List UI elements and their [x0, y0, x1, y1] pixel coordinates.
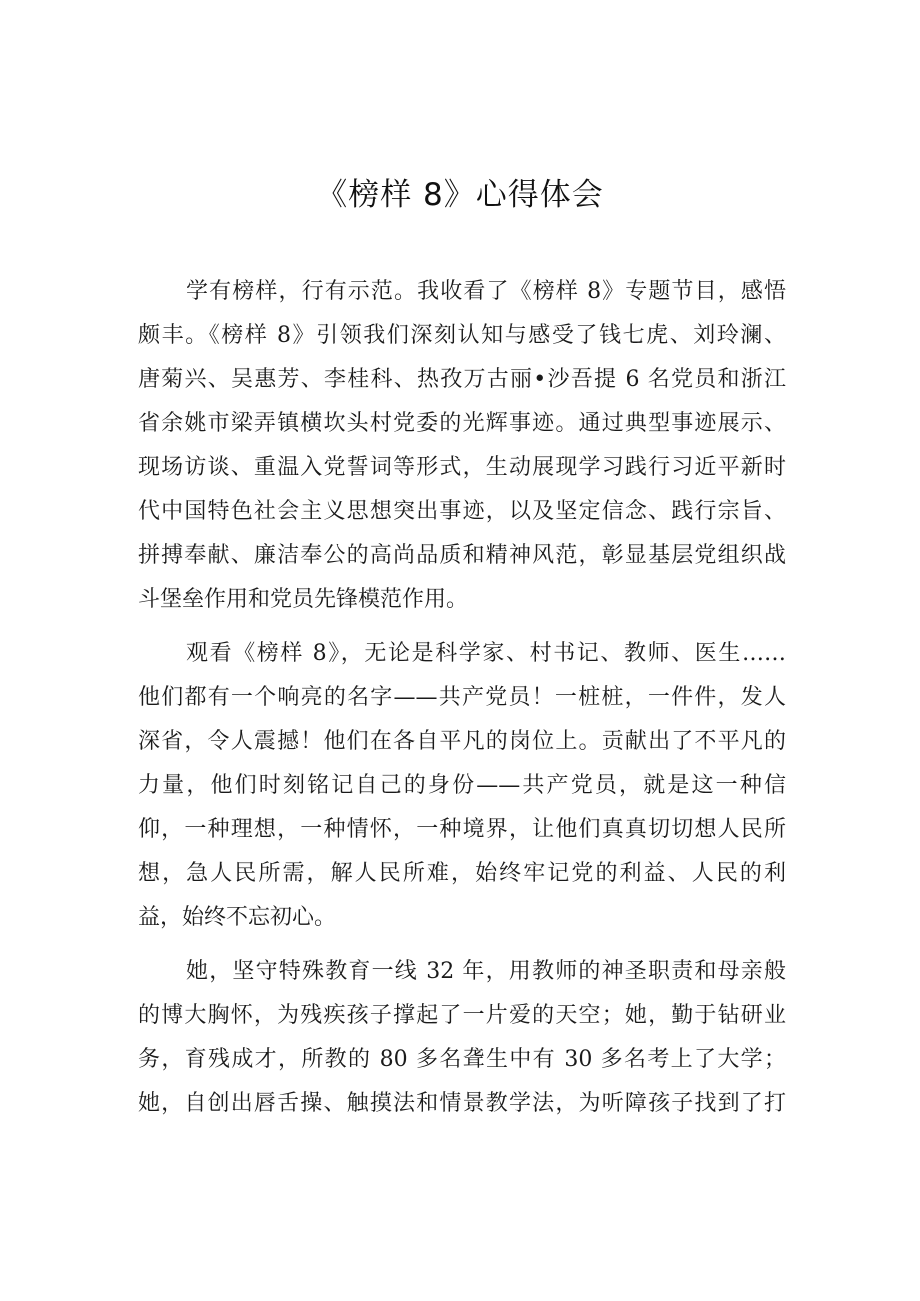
paragraph-line: 拼搏奉献、廉洁奉公的高尚品质和精神风范，彰显基层党组织战 [138, 543, 786, 568]
paragraph-2 [138, 632, 786, 940]
paragraph-line: 她，自创出唇舌操、触摸法和情景教学法，为听障孩子找到了打 [138, 1091, 786, 1116]
document-title: 《榜样 8》心得体会 [316, 177, 604, 213]
paragraph-line: 颇丰。《榜样 8》引领我们深刻认知与感受了钱七虎、刘玲澜、 [138, 323, 786, 348]
paragraph-line: 她，坚守特殊教育一线 32 年，用教师的神圣职责和母亲般 [186, 959, 786, 984]
paragraph-line: 仰，一种理想，一种情怀，一种境界，让他们真真切切想人民所 [138, 817, 786, 842]
paragraph-line: 益，始终不忘初心。 [138, 905, 337, 930]
document-body [138, 270, 786, 1136]
paragraph-line: 斗堡垒作用和党员先锋模范作用。 [138, 587, 469, 612]
paragraph-line: 他们都有一个响亮的名字——共产党员！一桩桩，一件件，发人 [138, 685, 786, 710]
paragraph-1 [138, 270, 786, 622]
paragraph-line: 代中国特色社会主义思想突出事迹，以及坚定信念、践行宗旨、 [138, 499, 786, 524]
paragraph-line: 想，急人民所需，解人民所难，始终牢记党的利益、人民的利 [138, 861, 786, 886]
paragraph-line: 力量，他们时刻铭记自己的身份——共产党员，就是这一种信 [138, 773, 786, 798]
paragraph-line: 深省，令人震撼！他们在各自平凡的岗位上。贡献出了不平凡的 [138, 729, 786, 754]
paragraph-line: 观看《榜样 8》，无论是科学家、村书记、教师、医生…… [186, 641, 786, 666]
paragraph-3 [138, 950, 786, 1126]
paragraph-line: 务，育残成才，所教的 80 多名聋生中有 30 多名考上了大学； [138, 1047, 786, 1072]
paragraph-line: 学有榜样，行有示范。我收看了《榜样 8》专题节目，感悟 [186, 279, 786, 304]
paragraph-line: 的博大胸怀，为残疾孩子撑起了一片爱的天空；她，勤于钻研业 [138, 1003, 786, 1028]
paragraph-line: 现场访谈、重温入党誓词等形式，生动展现学习践行习近平新时 [138, 455, 786, 480]
paragraph-line: 省余姚市梁弄镇横坎头村党委的光辉事迹。通过典型事迹展示、 [138, 411, 786, 436]
paragraph-line: 唐菊兴、吴惠芳、李桂科、热孜万古丽•沙吾提 6 名党员和浙江 [138, 367, 786, 392]
